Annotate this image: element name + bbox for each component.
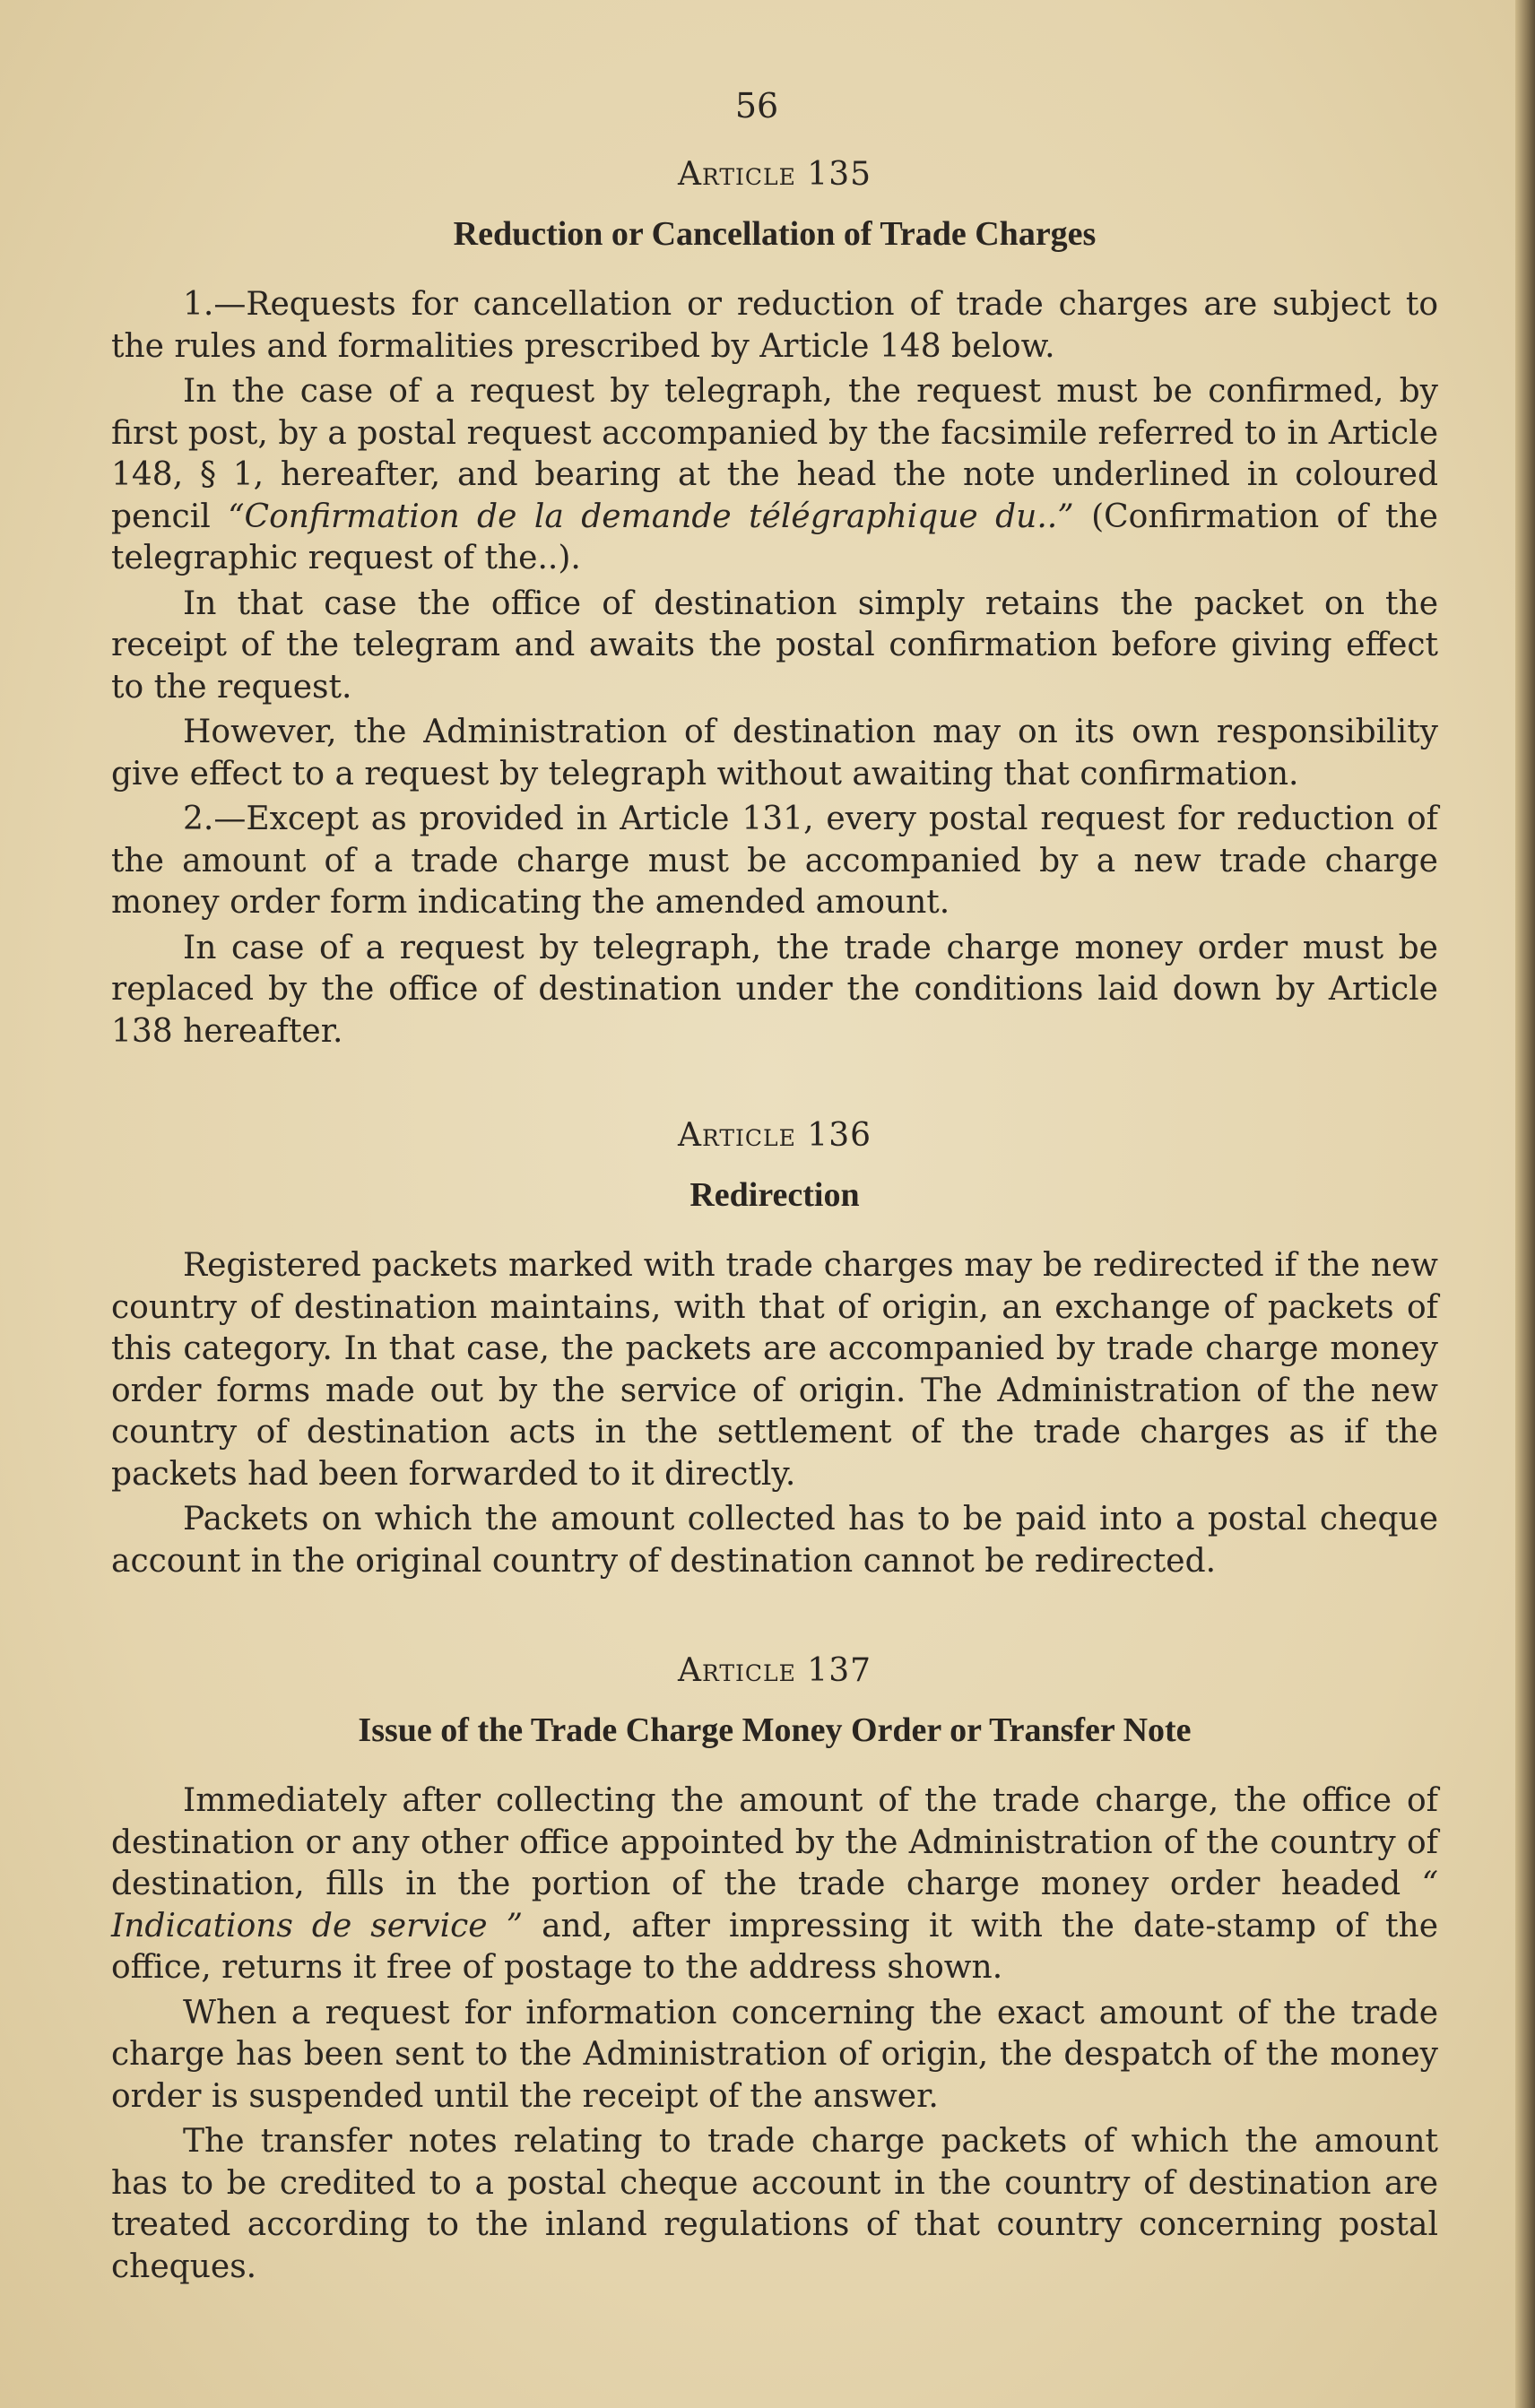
paragraph: Packets on which the amount collected has to be paid into a postal cheque account in the original country of destination cannot be redirected. <box>111 1501 1438 1580</box>
article-title: Reduction or Cancellation of Trade Charges <box>453 215 1097 253</box>
article-title: Issue of the Trade Charge Money Order or Transfer Note <box>358 1711 1192 1749</box>
article-heading: Article 137 <box>677 1652 872 1689</box>
article-title: Redirection <box>689 1176 860 1214</box>
paragraph: Immediately after collecting the amount of the trade charge, the office of destination or any other office appointed by the Administration of the country of destination, fills in the portion of the trade charge money order headed “ Indications de service ” and, after impressing it with the date-stamp of the office, returns it free of postage to the address shown. <box>111 1782 1438 1986</box>
page-content <box>111 86 1438 2291</box>
paragraph: Registered packets marked with trade charges may be redirected if the new country of destination maintains, with that of origin, an exchange of packets of this category. In that case, the packets are accompanied by trade charge money order forms made out by the service of origin. The Administration of the new country of destination acts in the settlement of the trade charges as if the packets had been forwarded to it directly. <box>111 1247 1438 1493</box>
article-heading: Article 136 <box>677 1117 872 1154</box>
paragraph: In case of a request by telegraph, the trade charge money order must be replaced by the office of destination under the conditions laid down by Article 138 hereafter. <box>111 929 1438 1050</box>
paragraph: When a request for information concerning the exact amount of the trade charge has been sent to the Administration of origin, the despatch of the money order is suspended until the receipt of the answer. <box>111 1994 1438 2115</box>
paragraph: In that case the office of destination simply retains the packet on the receipt of the telegram and awaits the postal confirmation before giving effect to the request. <box>111 585 1438 706</box>
paragraph: The transfer notes relating to trade charge packets of which the amount has to be credited to a postal cheque account in the country of destination are treated according to the inland regulations of that country concerning postal cheques. <box>111 2123 1438 2285</box>
article-135 <box>111 156 1438 1052</box>
book-spine-edge <box>1515 0 1535 2408</box>
article-heading: Article 135 <box>677 156 872 193</box>
article-137 <box>111 1652 1438 2288</box>
paragraph: 2.—Except as provided in Article 131, every postal request for reduction of the amount of a trade charge must be accompanied by a new trade charge money order form indicating the amended amount. <box>111 801 1438 921</box>
page-number: 56 <box>734 86 779 126</box>
article-136 <box>111 1117 1438 1582</box>
paragraph: 1.—Requests for cancellation or reduction of trade charges are subject to the rules and formalities prescribed by Article 148 below. <box>111 286 1438 365</box>
paragraph: However, the Administration of destination may on its own responsibility give effect to a request by telegraph without awaiting that confirmation. <box>111 714 1438 793</box>
paragraph: In the case of a request by telegraph, the request must be confirmed, by first post, by a postal request accompanied by the facsimile referred to in Article 148, § 1, hereafter, and bearing at the head the note underlined in coloured pencil “Confirmation de la demande télégraphique du..” (Confirmation of the telegraphic request of the..). <box>111 373 1438 576</box>
